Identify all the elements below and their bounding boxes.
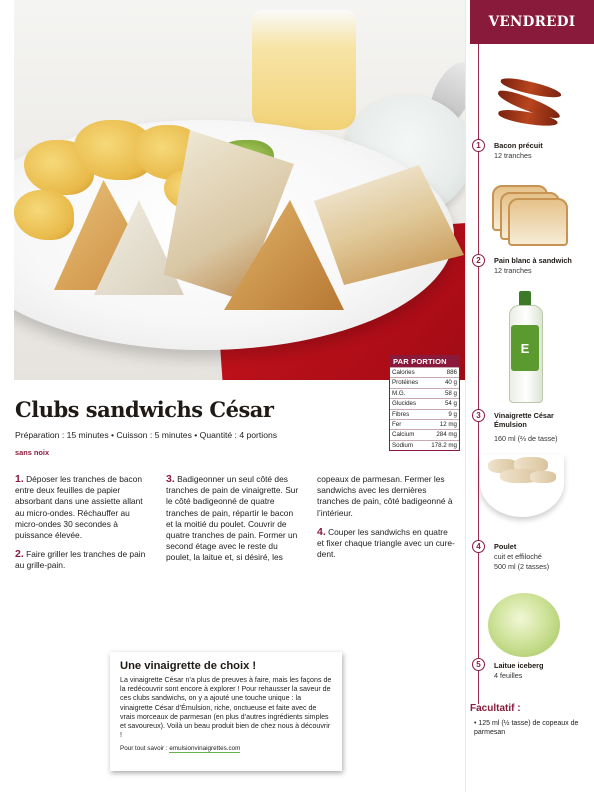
step [15,474,150,541]
ingredient-name: Vinaigrette César Émulsion [494,411,554,429]
nutrition-value: 886 [446,369,457,376]
tip-title: Une vinaigrette de choix ! [120,660,257,672]
nutrition-row [390,388,459,398]
ingredient-detail: cuit et effiloché [494,552,542,561]
step-number: 1. [15,473,24,485]
chicken-piece [530,471,556,483]
ingredient-quantity: 500 ml (2 tasses) [494,562,550,571]
optional-item: • 125 ml (½ tasse) de copeaux de parmesan [474,720,579,736]
step-text: Badigeonner un seul côté des tranches de pain de vinaigrette. Sur le côté badigeonné de quatre tranches de pain, répartir le bacon et la moitié du poulet. Couvrir de quatre tranches de pain. Former un second étage avec le reste du poulet, la laitue et, si désiré, les [166,474,299,563]
step-continued [317,474,457,519]
nutrition-row [390,409,459,419]
step-text: copeaux de parmesan. Fermer les sandwichs avec les dernières tranches de pain, côté badigeonné à l’intérieur. [317,474,453,518]
step-text: Couper les sandwichs en quatre et fixer chaque triangle avec un cure-dent. [317,526,455,560]
nutrition-value: 40 g [444,379,457,387]
ingredient-name: Laitue iceberg [494,661,544,670]
ingredient-number-1: 1 [472,139,485,152]
tip-link-prefix: Pour tout savoir : [120,745,170,753]
nutrition-label: Sodium [392,441,413,449]
nutrition-box [389,355,460,451]
recipe-photo [14,0,470,380]
ingredient-name: Poulet [494,542,517,551]
ingredient-name: Pain blanc à sandwich [494,256,572,265]
recipe-tag: sans noix [15,448,50,457]
nutrition-header: PAR PORTION [390,356,459,367]
nutrition-value: 12 mg [439,421,457,429]
ingredient-quantity: 160 ml (⅔ de tasse) [494,434,558,443]
step-number: 3. [166,473,175,485]
nutrition-value: 9 g [448,410,457,418]
nutrition-label: Fer [392,421,402,429]
nutrition-value: 58 g [444,389,457,397]
nutrition-label: Glucides [392,400,417,408]
recipe-title: Clubs sandwichs César [15,397,274,422]
nutrition-row [390,419,459,429]
tip-body: La vinaigrette César n’a plus de preuves à faire, mais les façons de la redécouvrir sont encore à explorer ! Pour rehausser la saveur de ces clubs sandwichs, on y a ajouté une touche unique : la vinaigrette César d’Émulsion, riche, onctueuse et faite avec de vrais morceaux de parmesan (en plus d’autres ingrédients simples et savoureux). Voilà un beau produit bien de chez nous à découvrir ! [120,676,332,740]
steps-column-2 [166,474,301,572]
nutrition-rows [390,367,459,450]
ingredient-quantity: 12 tranches [494,266,532,275]
lettuce-image [488,593,560,657]
website-link[interactable]: emulsionvinaigrettes.com [169,745,241,753]
step [15,549,150,571]
ingredient-quantity: 12 tranches [494,151,532,160]
nutrition-value: 54 g [444,400,457,408]
nutrition-label: Fibres [392,410,410,418]
ingredient-quantity: 4 feuilles [494,671,523,680]
nutrition-value: 178.2 mg [431,441,457,449]
nutrition-label: Calories [392,369,415,376]
steps-column-1 [15,474,150,580]
step-number: 2. [15,548,24,561]
ingredient-number-3: 3 [472,409,485,422]
step-text: Déposer les tranches de bacon entre deux feuilles de papier absorbant dans une assiette allant au micro-ondes. Réchauffer au micro-ondes 30 secondes à puissance élevée. [15,474,143,541]
steps-column-3 [317,474,457,568]
nutrition-row [390,440,459,450]
nutrition-label: Protéines [392,379,419,387]
step [317,527,457,561]
ingredient-number-5: 5 [472,658,485,671]
glass-of-beer [252,10,356,130]
nutrition-label: Calcium [392,431,415,439]
step-number: 4. [317,525,326,538]
ingredient-name: Bacon précuit [494,141,543,150]
vinaigrette-bottle-image [507,291,543,401]
nutrition-row [390,377,459,387]
nutrition-row [390,398,459,408]
tip-box [110,652,342,771]
optional-title: Facultatif : [470,703,521,714]
bottle-logo: E [511,325,539,371]
recipe-meta: Préparation : 15 minutes • Cuisson : 5 minutes • Quantité : 4 portions [15,430,278,440]
nutrition-label: M.G. [392,389,406,397]
step [166,474,301,564]
nutrition-value: 284 mg [436,431,457,439]
nutrition-row [390,429,459,439]
ingredient-number-2: 2 [472,254,485,267]
day-banner: VENDREDI [470,0,594,44]
tip-link-line [120,745,332,752]
ingredient-number-4: 4 [472,540,485,553]
step-text: Faire griller les tranches de pain au grille-pain. [15,549,146,571]
nutrition-row [390,367,459,377]
bread-image [508,198,568,246]
